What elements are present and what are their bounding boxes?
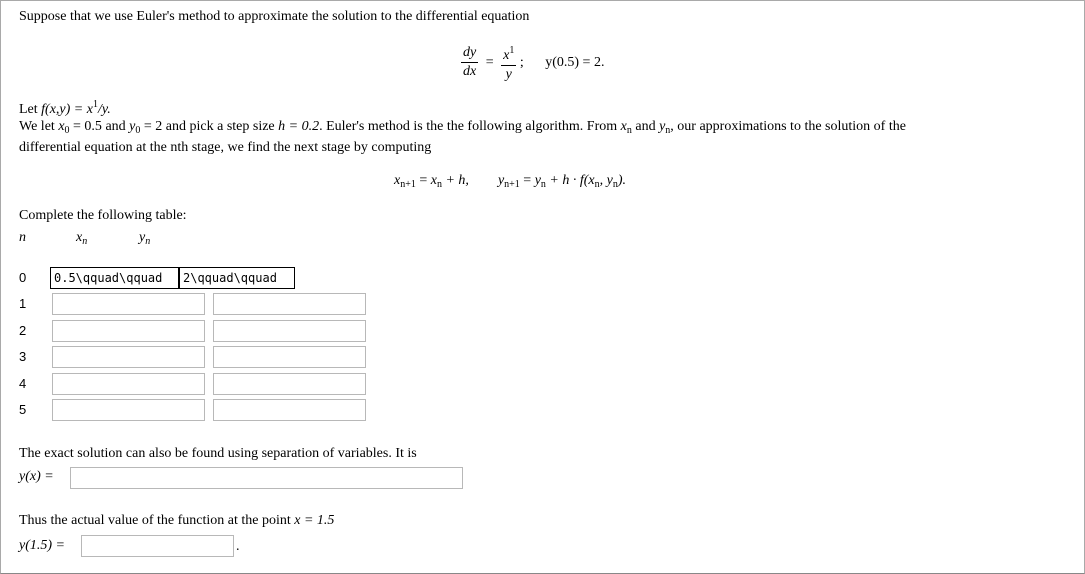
xn1-var: x bbox=[394, 173, 401, 188]
initial-condition: y(0.5) = 2. bbox=[545, 55, 605, 70]
actual-value-input[interactable] bbox=[81, 535, 234, 557]
setup-line-2: differential equation at the nth stage, we find the next stage by computing bbox=[19, 140, 432, 155]
let-word: Let bbox=[19, 102, 42, 117]
row-4-y-input[interactable] bbox=[213, 373, 366, 395]
y-update-sub2: n bbox=[612, 179, 618, 190]
xn-var: x bbox=[620, 119, 627, 134]
row-5-n: 5 bbox=[19, 402, 27, 417]
and-word: and bbox=[101, 119, 130, 134]
header-x-sub: n bbox=[82, 236, 88, 247]
yn1-sub: n+1 bbox=[504, 179, 520, 190]
intro-text: Suppose that we use Euler's method to approximate the solution to the differential equation bbox=[19, 9, 530, 24]
xn-rhs-var: x bbox=[430, 173, 437, 188]
row-2-y-input[interactable] bbox=[213, 320, 366, 342]
y0-value: = 2 bbox=[140, 119, 163, 134]
row-3-x-input[interactable] bbox=[52, 346, 205, 368]
row-5-y-input[interactable] bbox=[213, 399, 366, 421]
yn-sub: n bbox=[665, 125, 671, 136]
row-0-n: 0 bbox=[19, 270, 27, 285]
semicolon: ; bbox=[519, 55, 524, 70]
header-yn bbox=[139, 230, 150, 247]
step-size: h = 0.2 bbox=[278, 119, 320, 134]
yn-var: y bbox=[659, 119, 666, 134]
x-eq: = bbox=[415, 173, 431, 188]
row-1-n: 1 bbox=[19, 296, 27, 311]
actual-value-period: . bbox=[236, 539, 240, 554]
x-power bbox=[501, 43, 516, 66]
f-exponent: 1 bbox=[92, 99, 98, 110]
row-3-n: 3 bbox=[19, 349, 27, 364]
x-update-tail: + h, bbox=[441, 173, 469, 188]
header-xn bbox=[76, 230, 87, 247]
actual-value-label: y(1.5) = bbox=[19, 538, 65, 553]
dy-dx-fraction bbox=[461, 45, 478, 80]
row-4-x-input[interactable] bbox=[52, 373, 205, 395]
row-2-x-input[interactable] bbox=[52, 320, 205, 342]
row-0-x-cell: 0.5\qquad\qquad bbox=[50, 267, 179, 289]
setup-we-let: We let bbox=[19, 119, 59, 134]
y-eq: = bbox=[519, 173, 535, 188]
actual-value-text bbox=[19, 513, 334, 529]
yn-rhs-sub: n bbox=[540, 179, 546, 190]
header-n: n bbox=[19, 230, 26, 245]
y0-var: y bbox=[129, 119, 136, 134]
exact-solution-input[interactable] bbox=[70, 467, 463, 489]
euler-algorithm bbox=[394, 173, 626, 190]
row-3-y-input[interactable] bbox=[213, 346, 366, 368]
y0-sub: 0 bbox=[135, 125, 141, 136]
row-5-x-input[interactable] bbox=[52, 399, 205, 421]
dx: dx bbox=[463, 64, 477, 80]
function-definition bbox=[19, 99, 111, 118]
exact-solution-label: y(x) = bbox=[19, 469, 54, 484]
row-2-n: 2 bbox=[19, 323, 27, 338]
yn1-var: y bbox=[497, 173, 505, 188]
header-y-sub: n bbox=[145, 236, 151, 247]
method-text: . Euler's method is the the following algorithm. From bbox=[319, 119, 621, 134]
row-4-n: 4 bbox=[19, 376, 27, 391]
header-y-var: y bbox=[139, 230, 146, 245]
f-tail: /y. bbox=[97, 102, 111, 117]
x0-value: = 0.5 bbox=[69, 119, 102, 134]
row-1-x-input[interactable] bbox=[52, 293, 205, 315]
setup-tail: , our approximations to the solution of the bbox=[670, 119, 906, 134]
x-var: x bbox=[503, 47, 510, 63]
dy: dy bbox=[461, 45, 478, 63]
y-update-c: ). bbox=[617, 173, 627, 188]
step-text: and pick a step size bbox=[162, 119, 279, 134]
row-1-y-input[interactable] bbox=[213, 293, 366, 315]
row-0-y-cell: 2\qquad\qquad bbox=[179, 267, 295, 289]
equals-sign: = bbox=[485, 55, 494, 70]
table-instruction: Complete the following table: bbox=[19, 208, 187, 223]
xn-sub: n bbox=[626, 125, 632, 136]
setup-line-1 bbox=[19, 119, 906, 136]
header-x-var: x bbox=[76, 230, 83, 245]
f-expression: f(x,y) = x bbox=[41, 102, 93, 117]
evaluation-point: x = 1.5 bbox=[294, 513, 335, 528]
y-update-a: + h · f(x bbox=[545, 173, 595, 188]
exact-solution-text: The exact solution can also be found using separation of variables. It is bbox=[19, 446, 417, 461]
x0-var: x bbox=[58, 119, 65, 134]
x-exponent: 1 bbox=[509, 44, 515, 56]
x-over-y-fraction bbox=[501, 43, 516, 83]
actual-value-intro: Thus the actual value of the function at the point bbox=[19, 513, 295, 528]
x0-sub: 0 bbox=[64, 125, 70, 136]
xn-rhs-sub: n bbox=[436, 179, 442, 190]
y-update-b: , y bbox=[599, 173, 613, 188]
differential-equation bbox=[461, 41, 604, 85]
y-update-sub: n bbox=[594, 179, 600, 190]
yn-rhs-var: y bbox=[534, 173, 541, 188]
and-word-2: and bbox=[631, 119, 660, 134]
xn1-sub: n+1 bbox=[400, 179, 416, 190]
y-var: y bbox=[505, 66, 512, 82]
